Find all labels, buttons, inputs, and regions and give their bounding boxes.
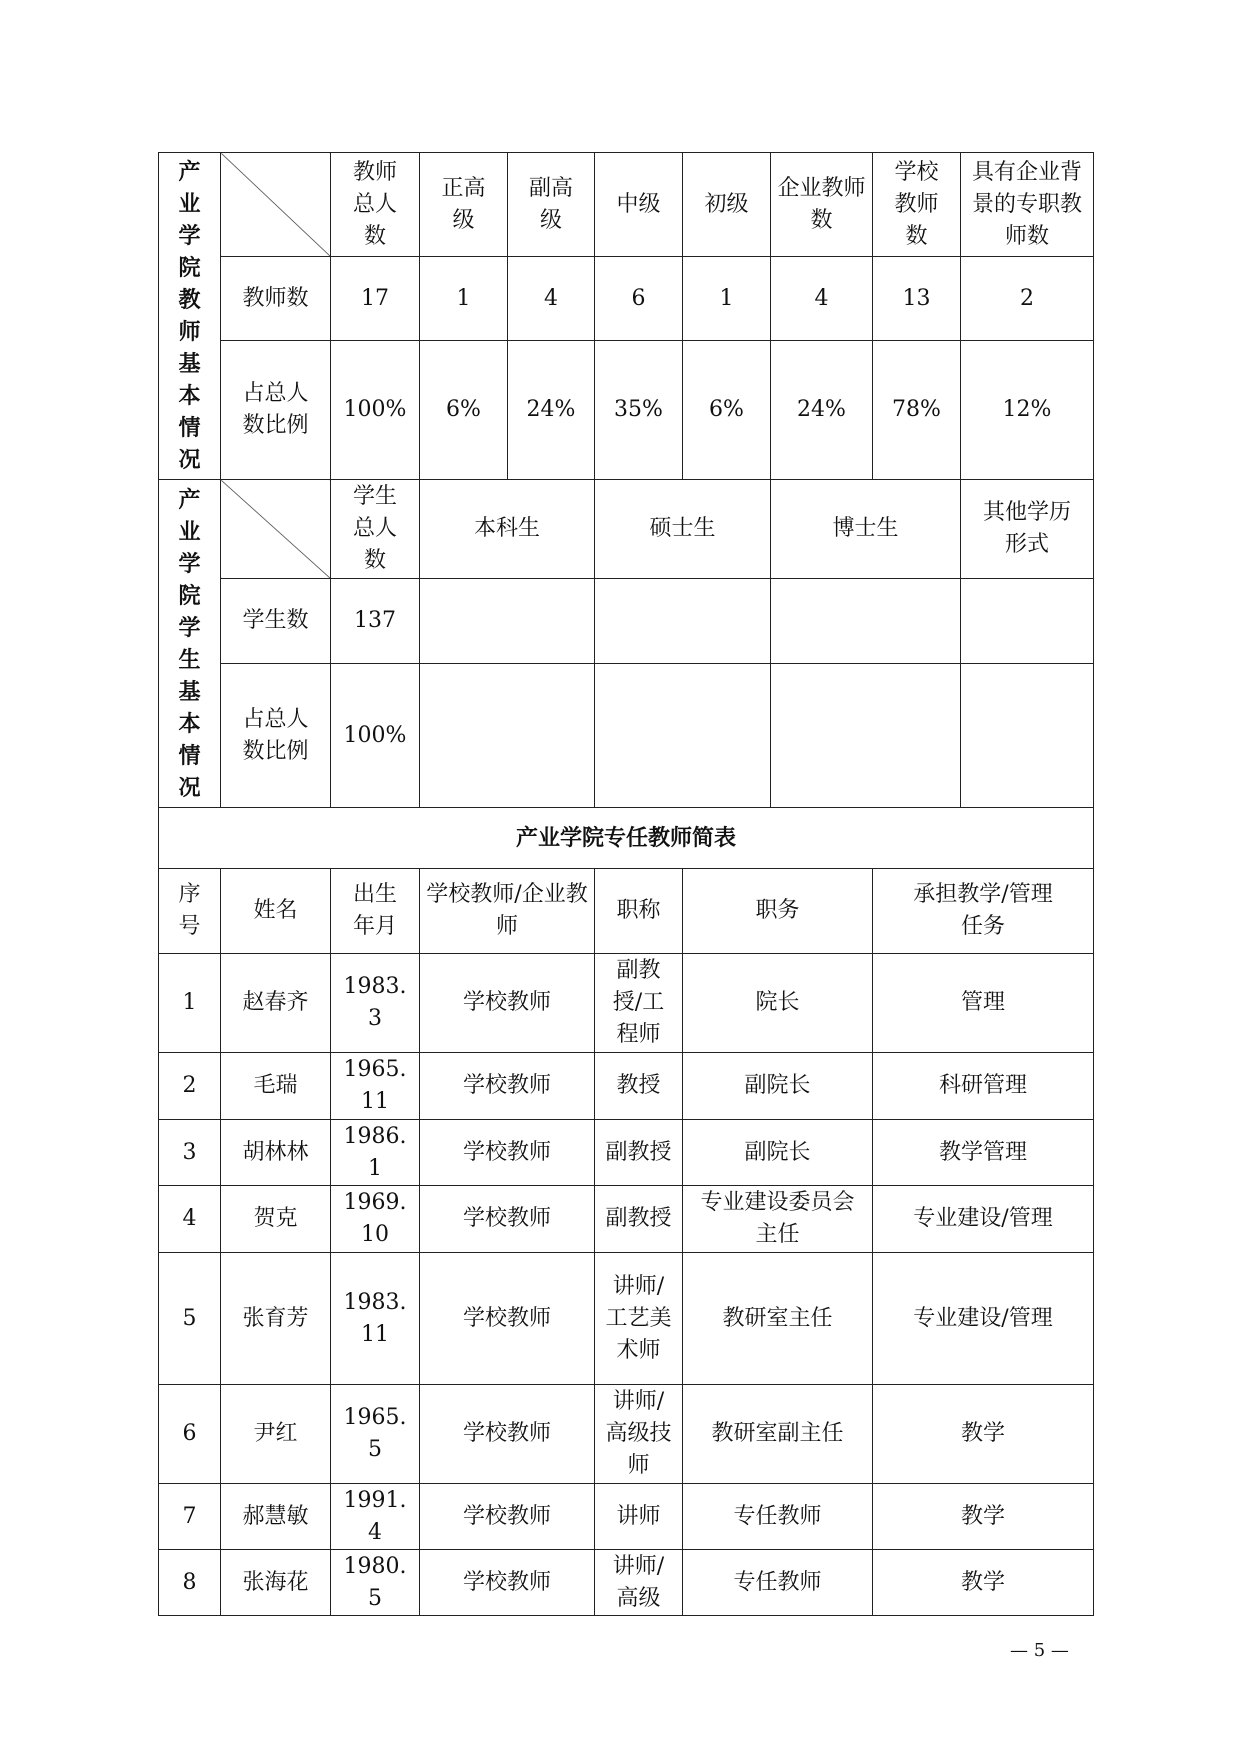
data-cell: 1 [159,954,221,1053]
section-label [159,153,221,480]
table-row [159,664,1094,808]
data-cell: 137 [331,579,420,664]
data-cell: 讲师/工艺美术师 [595,1253,683,1385]
column-header: 副高级 [508,153,595,257]
page-number: — 5 — [1010,1640,1069,1661]
column-header: 出生年月 [331,869,420,954]
data-cell: 100% [331,341,420,480]
table-row [159,1550,1094,1616]
data-cell: 副教授 [595,1120,683,1186]
column-header: 职称 [595,869,683,954]
section-label-text: 产业学院学生基本情况 [178,486,201,801]
data-cell: 2 [961,257,1094,341]
table-row [159,954,1094,1053]
column-header: 学生总人数 [331,480,420,579]
column-header: 中级 [595,153,683,257]
data-cell [420,664,595,808]
column-header: 本科生 [420,480,595,579]
data-cell: 副院长 [683,1053,873,1120]
data-cell: 教学 [873,1484,1094,1550]
data-cell: 6% [420,341,508,480]
column-header: 博士生 [771,480,961,579]
column-header: 姓名 [221,869,331,954]
table-row [159,1186,1094,1253]
data-cell: 胡林林 [221,1120,331,1186]
column-header: 序号 [159,869,221,954]
data-cell: 1 [683,257,771,341]
data-cell: 1969.10 [331,1186,420,1253]
data-cell: 100% [331,664,420,808]
diagonal-header-cell [221,480,331,579]
data-cell: 1965.5 [331,1385,420,1484]
data-cell: 17 [331,257,420,341]
data-cell: 教授 [595,1053,683,1120]
table-row [159,1253,1094,1385]
data-cell: 学校教师 [420,1186,595,1253]
data-cell: 6% [683,341,771,480]
table-row [159,1120,1094,1186]
data-cell: 12% [961,341,1094,480]
data-cell: 毛瑞 [221,1053,331,1120]
data-cell: 6 [159,1385,221,1484]
diagonal-header-cell [221,153,331,257]
row-label: 教师数 [221,257,331,341]
data-cell: 张海花 [221,1550,331,1616]
data-cell: 5 [159,1253,221,1385]
data-cell [961,579,1094,664]
data-cell: 1983.3 [331,954,420,1053]
data-cell [420,579,595,664]
data-cell: 8 [159,1550,221,1616]
data-cell: 专任教师 [683,1550,873,1616]
data-cell: 专业建设委员会主任 [683,1186,873,1253]
data-cell: 3 [159,1120,221,1186]
data-cell: 专业建设/管理 [873,1253,1094,1385]
data-cell: 副院长 [683,1120,873,1186]
data-cell: 赵春齐 [221,954,331,1053]
data-cell: 学校教师 [420,1120,595,1186]
data-cell: 贺克 [221,1186,331,1253]
column-header: 硕士生 [595,480,771,579]
column-header: 具有企业背景的专职教师数 [961,153,1094,257]
data-cell: 1991.4 [331,1484,420,1550]
column-header: 承担教学/管理任务 [873,869,1094,954]
data-cell: 科研管理 [873,1053,1094,1120]
data-cell: 讲师/高级技师 [595,1385,683,1484]
column-header: 学校教师/企业教师 [420,869,595,954]
table-row [159,480,1094,579]
data-cell: 专业建设/管理 [873,1186,1094,1253]
table-row [159,153,1094,257]
column-header: 学校教师数 [873,153,961,257]
table-row [159,579,1094,664]
data-cell: 1980.5 [331,1550,420,1616]
data-cell: 郝慧敏 [221,1484,331,1550]
table-row [159,808,1094,869]
data-cell: 教学管理 [873,1120,1094,1186]
data-cell: 学校教师 [420,1550,595,1616]
row-label: 占总人数比例 [221,341,331,480]
data-cell: 7 [159,1484,221,1550]
data-cell: 专任教师 [683,1484,873,1550]
table-row [159,869,1094,954]
column-header: 企业教师数 [771,153,873,257]
data-cell: 学校教师 [420,1053,595,1120]
data-cell: 管理 [873,954,1094,1053]
table-row [159,257,1094,341]
data-cell: 学校教师 [420,1253,595,1385]
table-row [159,1053,1094,1120]
data-cell: 学校教师 [420,1385,595,1484]
table-row [159,1484,1094,1550]
data-cell: 78% [873,341,961,480]
data-cell: 教学 [873,1550,1094,1616]
data-cell: 6 [595,257,683,341]
data-cell: 1 [420,257,508,341]
row-label: 占总人数比例 [221,664,331,808]
data-cell: 副教授 [595,1186,683,1253]
table-row [159,1385,1094,1484]
data-cell: 2 [159,1053,221,1120]
data-cell: 35% [595,341,683,480]
data-cell: 4 [508,257,595,341]
data-cell: 院长 [683,954,873,1053]
data-cell: 教学 [873,1385,1094,1484]
data-cell: 13 [873,257,961,341]
column-header: 职务 [683,869,873,954]
column-header: 正高级 [420,153,508,257]
column-header: 初级 [683,153,771,257]
data-cell: 学校教师 [420,1484,595,1550]
data-cell [595,579,771,664]
data-cell: 学校教师 [420,954,595,1053]
table-row [159,341,1094,480]
data-cell: 教研室主任 [683,1253,873,1385]
row-label: 学生数 [221,579,331,664]
data-cell: 讲师 [595,1484,683,1550]
column-header: 教师总人数 [331,153,420,257]
data-cell [771,664,961,808]
section-label-text: 产业学院教师基本情况 [178,159,201,473]
data-cell: 1983.11 [331,1253,420,1385]
data-cell: 张育芳 [221,1253,331,1385]
faculty-overview-table [158,152,1094,1616]
data-cell: 1965.11 [331,1053,420,1120]
data-cell: 4 [159,1186,221,1253]
data-cell: 24% [771,341,873,480]
data-cell: 讲师/高级 [595,1550,683,1616]
data-cell: 4 [771,257,873,341]
data-cell: 副教授/工程师 [595,954,683,1053]
data-cell [771,579,961,664]
section-label [159,480,221,808]
data-cell: 尹红 [221,1385,331,1484]
table-title: 产业学院专任教师简表 [159,808,1094,869]
data-cell: 24% [508,341,595,480]
data-cell [961,664,1094,808]
data-cell [595,664,771,808]
data-cell: 1986.1 [331,1120,420,1186]
data-cell: 教研室副主任 [683,1385,873,1484]
column-header: 其他学历形式 [961,480,1094,579]
